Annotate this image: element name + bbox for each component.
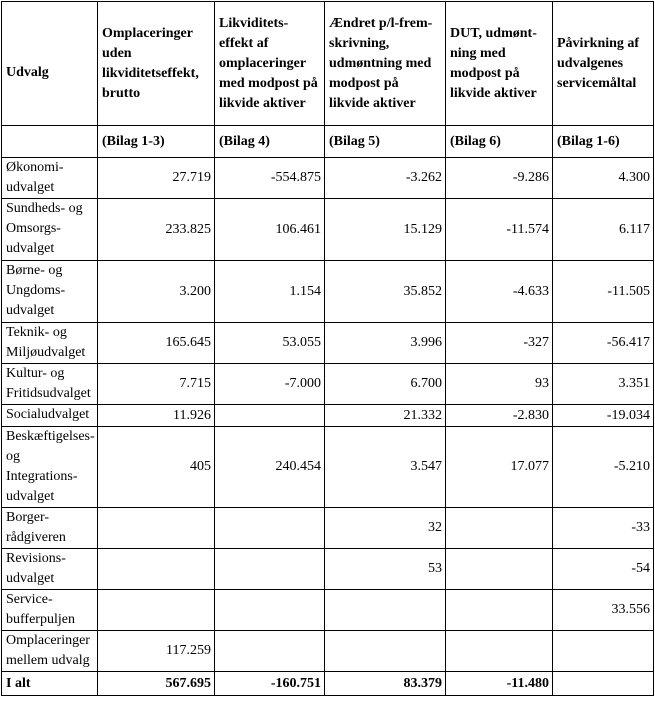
row-name: Revisions- udvalget (2, 549, 98, 590)
table-cell (446, 508, 553, 549)
row-name: Service- bufferpuljen (2, 590, 98, 631)
table-cell: 165.645 (98, 323, 215, 364)
bilag-label: (Bilag 6) (446, 126, 553, 158)
total-cell: -11.480 (446, 672, 553, 696)
table-cell: -554.875 (215, 158, 325, 199)
row-name: Teknik- og Miljøudvalget (2, 323, 98, 364)
total-cell: 567.695 (98, 672, 215, 696)
table-cell (98, 549, 215, 590)
table-cell: 33.556 (553, 590, 654, 631)
table-cell: -5.210 (553, 427, 654, 508)
total-cell: -160.751 (215, 672, 325, 696)
table-cell: 32 (325, 508, 446, 549)
table-cell: -56.417 (553, 323, 654, 364)
col-header-pl-fremskrivning: Ændret p/l-frem- skrivning, udmøntning med modpost på likvide aktiver (325, 2, 446, 126)
bilag-label: (Bilag 1-3) (98, 126, 215, 158)
budget-table (1, 1, 654, 696)
total-row (2, 672, 654, 696)
col-header-omplaceringer: Omplaceringer uden likviditetseffekt, brutto (98, 2, 215, 126)
table-cell: -19.034 (553, 405, 654, 427)
table-row (2, 158, 654, 199)
table-cell: 3.996 (325, 323, 446, 364)
row-name: Borger- rådgiveren (2, 508, 98, 549)
table-cell: 35.852 (325, 261, 446, 323)
table-cell: 405 (98, 427, 215, 508)
table-cell: 106.461 (215, 199, 325, 261)
table-cell: 11.926 (98, 405, 215, 427)
table-cell: 53 (325, 549, 446, 590)
row-name: Sundheds- og Omsorgs- udvalget (2, 199, 98, 261)
row-name: Omplaceringer mellem udvalg (2, 631, 98, 672)
row-name: Børne- og Ungdoms- udvalget (2, 261, 98, 323)
table-cell: 53.055 (215, 323, 325, 364)
table-cell: 21.332 (325, 405, 446, 427)
table-row (2, 323, 654, 364)
table-cell (553, 631, 654, 672)
table-cell (215, 590, 325, 631)
table-row (2, 199, 654, 261)
table-cell: 240.454 (215, 427, 325, 508)
table-cell: 27.719 (98, 158, 215, 199)
table-cell: 15.129 (325, 199, 446, 261)
table-cell (325, 590, 446, 631)
table-row (2, 364, 654, 405)
table-cell: 3.547 (325, 427, 446, 508)
bilag-empty (2, 126, 98, 158)
table-cell (215, 405, 325, 427)
col-header-udvalg: Udvalg (2, 2, 98, 126)
table-cell: 3.351 (553, 364, 654, 405)
table-cell: -11.505 (553, 261, 654, 323)
table-cell: 7.715 (98, 364, 215, 405)
table-cell: -54 (553, 549, 654, 590)
table-row (2, 549, 654, 590)
table-cell: 117.259 (98, 631, 215, 672)
bilag-label: (Bilag 4) (215, 126, 325, 158)
table-cell: 17.077 (446, 427, 553, 508)
table-cell: 6.700 (325, 364, 446, 405)
col-header-dut: DUT, udmønt- ning med modpost på likvide aktiver (446, 2, 553, 126)
table-row (2, 261, 654, 323)
total-cell: 83.379 (325, 672, 446, 696)
table-cell (215, 549, 325, 590)
col-header-likviditetseffekt: Likviditets- effekt af omplaceringer med modpost på likvide aktiver (215, 2, 325, 126)
table-row (2, 631, 654, 672)
bilag-label: (Bilag 1-6) (553, 126, 654, 158)
table-cell: 93 (446, 364, 553, 405)
table-cell: 4.300 (553, 158, 654, 199)
table-cell (325, 631, 446, 672)
table-cell: 1.154 (215, 261, 325, 323)
table-row (2, 405, 654, 427)
bilag-row (2, 126, 654, 158)
row-name: Økonomi- udvalget (2, 158, 98, 199)
table-cell (98, 508, 215, 549)
table-cell (446, 631, 553, 672)
table-cell (215, 631, 325, 672)
table-row (2, 508, 654, 549)
table-cell: -2.830 (446, 405, 553, 427)
col-header-servicemaaltal: Påvirkning af udvalgenes servicemåltal (553, 2, 654, 126)
total-cell (553, 672, 654, 696)
bilag-label: (Bilag 5) (325, 126, 446, 158)
header-row (2, 2, 654, 126)
table-cell: 3.200 (98, 261, 215, 323)
table-cell: 6.117 (553, 199, 654, 261)
table-cell: -33 (553, 508, 654, 549)
table-cell (446, 549, 553, 590)
table-cell: -11.574 (446, 199, 553, 261)
table-cell: -9.286 (446, 158, 553, 199)
table-cell (446, 590, 553, 631)
table-cell: -327 (446, 323, 553, 364)
table-cell (98, 590, 215, 631)
table-cell: 233.825 (98, 199, 215, 261)
row-name: Kultur- og Fritidsudvalget (2, 364, 98, 405)
total-label: I alt (2, 672, 98, 696)
row-name: Socialudvalget (2, 405, 98, 427)
table-cell: -7.000 (215, 364, 325, 405)
table-row (2, 427, 654, 508)
table-cell: -3.262 (325, 158, 446, 199)
table-cell: -4.633 (446, 261, 553, 323)
row-name: Beskæftigelses- og Integrations- udvalget (2, 427, 98, 508)
table-cell (215, 508, 325, 549)
table-row (2, 590, 654, 631)
